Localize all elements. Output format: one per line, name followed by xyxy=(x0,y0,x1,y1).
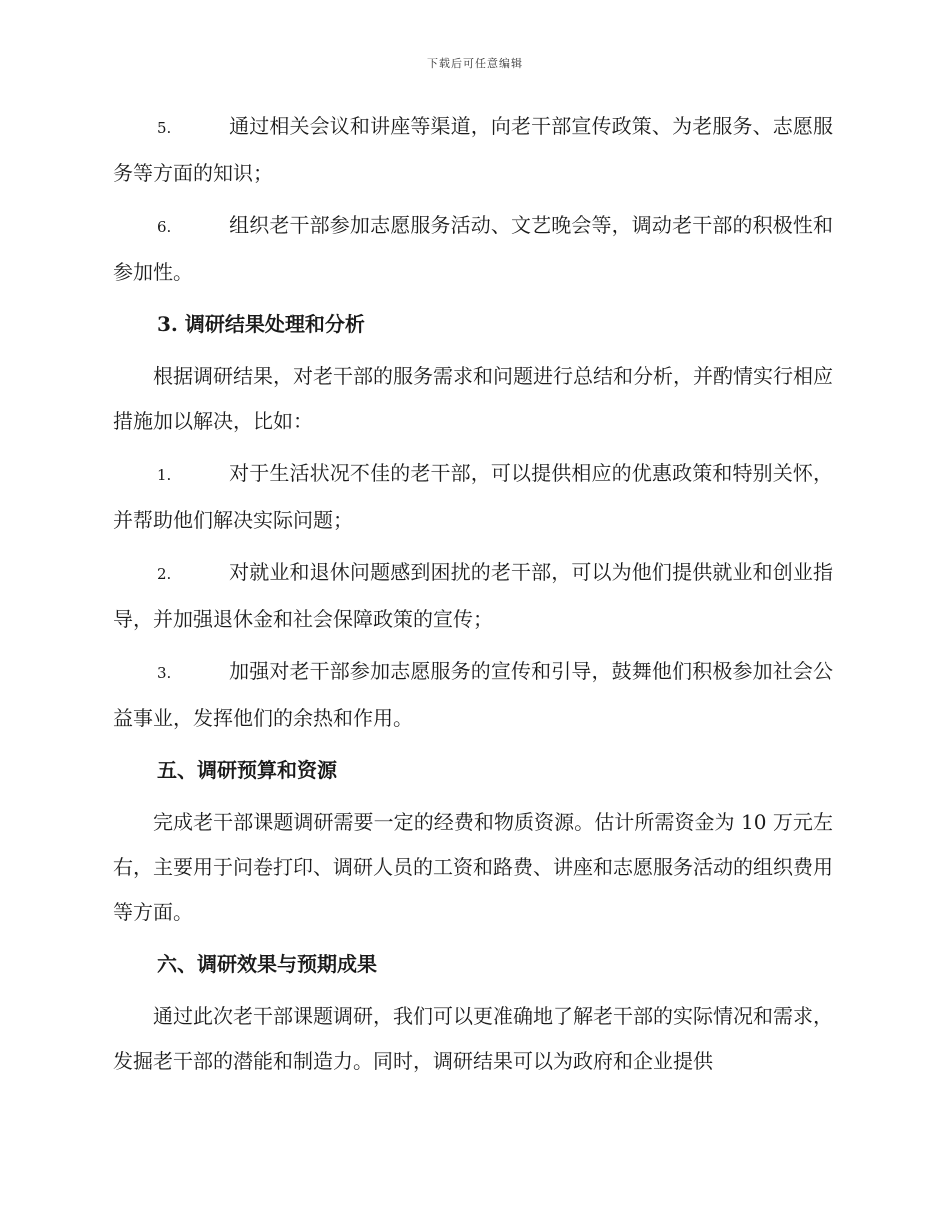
list-number: 2. xyxy=(157,565,172,583)
section-heading: 五、调研预算和资源 xyxy=(157,758,337,782)
paragraph: 完成老干部课题调研需要一定的经费和物质资源。估计所需资金为 10 万元左右，主要用于问卷打印、调研人员的工资和路费、讲座和志愿服务活动的组织费用等方面。 xyxy=(113,810,833,924)
paragraph: 根据调研结果，对老干部的服务需求和问题进行总结和分析，并酌情实行相应措施加以解决，比如： xyxy=(113,364,833,433)
document-body xyxy=(113,104,833,1091)
list-text: 通过相关会议和讲座等渠道，向老干部宣传政策、为老服务、志愿服务等方面的知识； xyxy=(113,114,833,185)
list-number: 6. xyxy=(157,218,172,236)
list-number: 5. xyxy=(157,119,172,137)
list-text: 组织老干部参加志愿服务活动、文艺晚会等，调动老干部的积极性和参加性。 xyxy=(113,213,833,284)
list-text: 对就业和退休问题感到困扰的老干部，可以为他们提供就业和创业指导，并加强退休金和社会保障政策的宣传； xyxy=(113,560,833,631)
list-item xyxy=(113,203,833,295)
paragraph: 通过此次老干部课题调研，我们可以更准确地了解老干部的实际情况和需求，发掘老干部的潜能和制造力。同时，调研结果可以为政府和企业提供 xyxy=(113,1004,833,1073)
list-number: 3. xyxy=(157,664,172,682)
list-item xyxy=(113,649,833,741)
list-text: 加强对老干部参加志愿服务的宣传和引导，鼓舞他们积极参加社会公益事业，发挥他们的余热和作用。 xyxy=(113,659,833,730)
list-item xyxy=(113,451,833,543)
list-item xyxy=(113,550,833,642)
section-heading: 六、调研效果与预期成果 xyxy=(157,952,377,976)
page-header: 下载后可任意编辑 xyxy=(427,57,523,70)
list-number: 1. xyxy=(157,466,172,484)
section-heading: 3. 调研结果处理和分析 xyxy=(157,312,365,336)
list-item xyxy=(113,104,833,196)
list-text: 对于生活状况不佳的老干部，可以提供相应的优惠政策和特别关怀，并帮助他们解决实际问题； xyxy=(113,461,833,532)
